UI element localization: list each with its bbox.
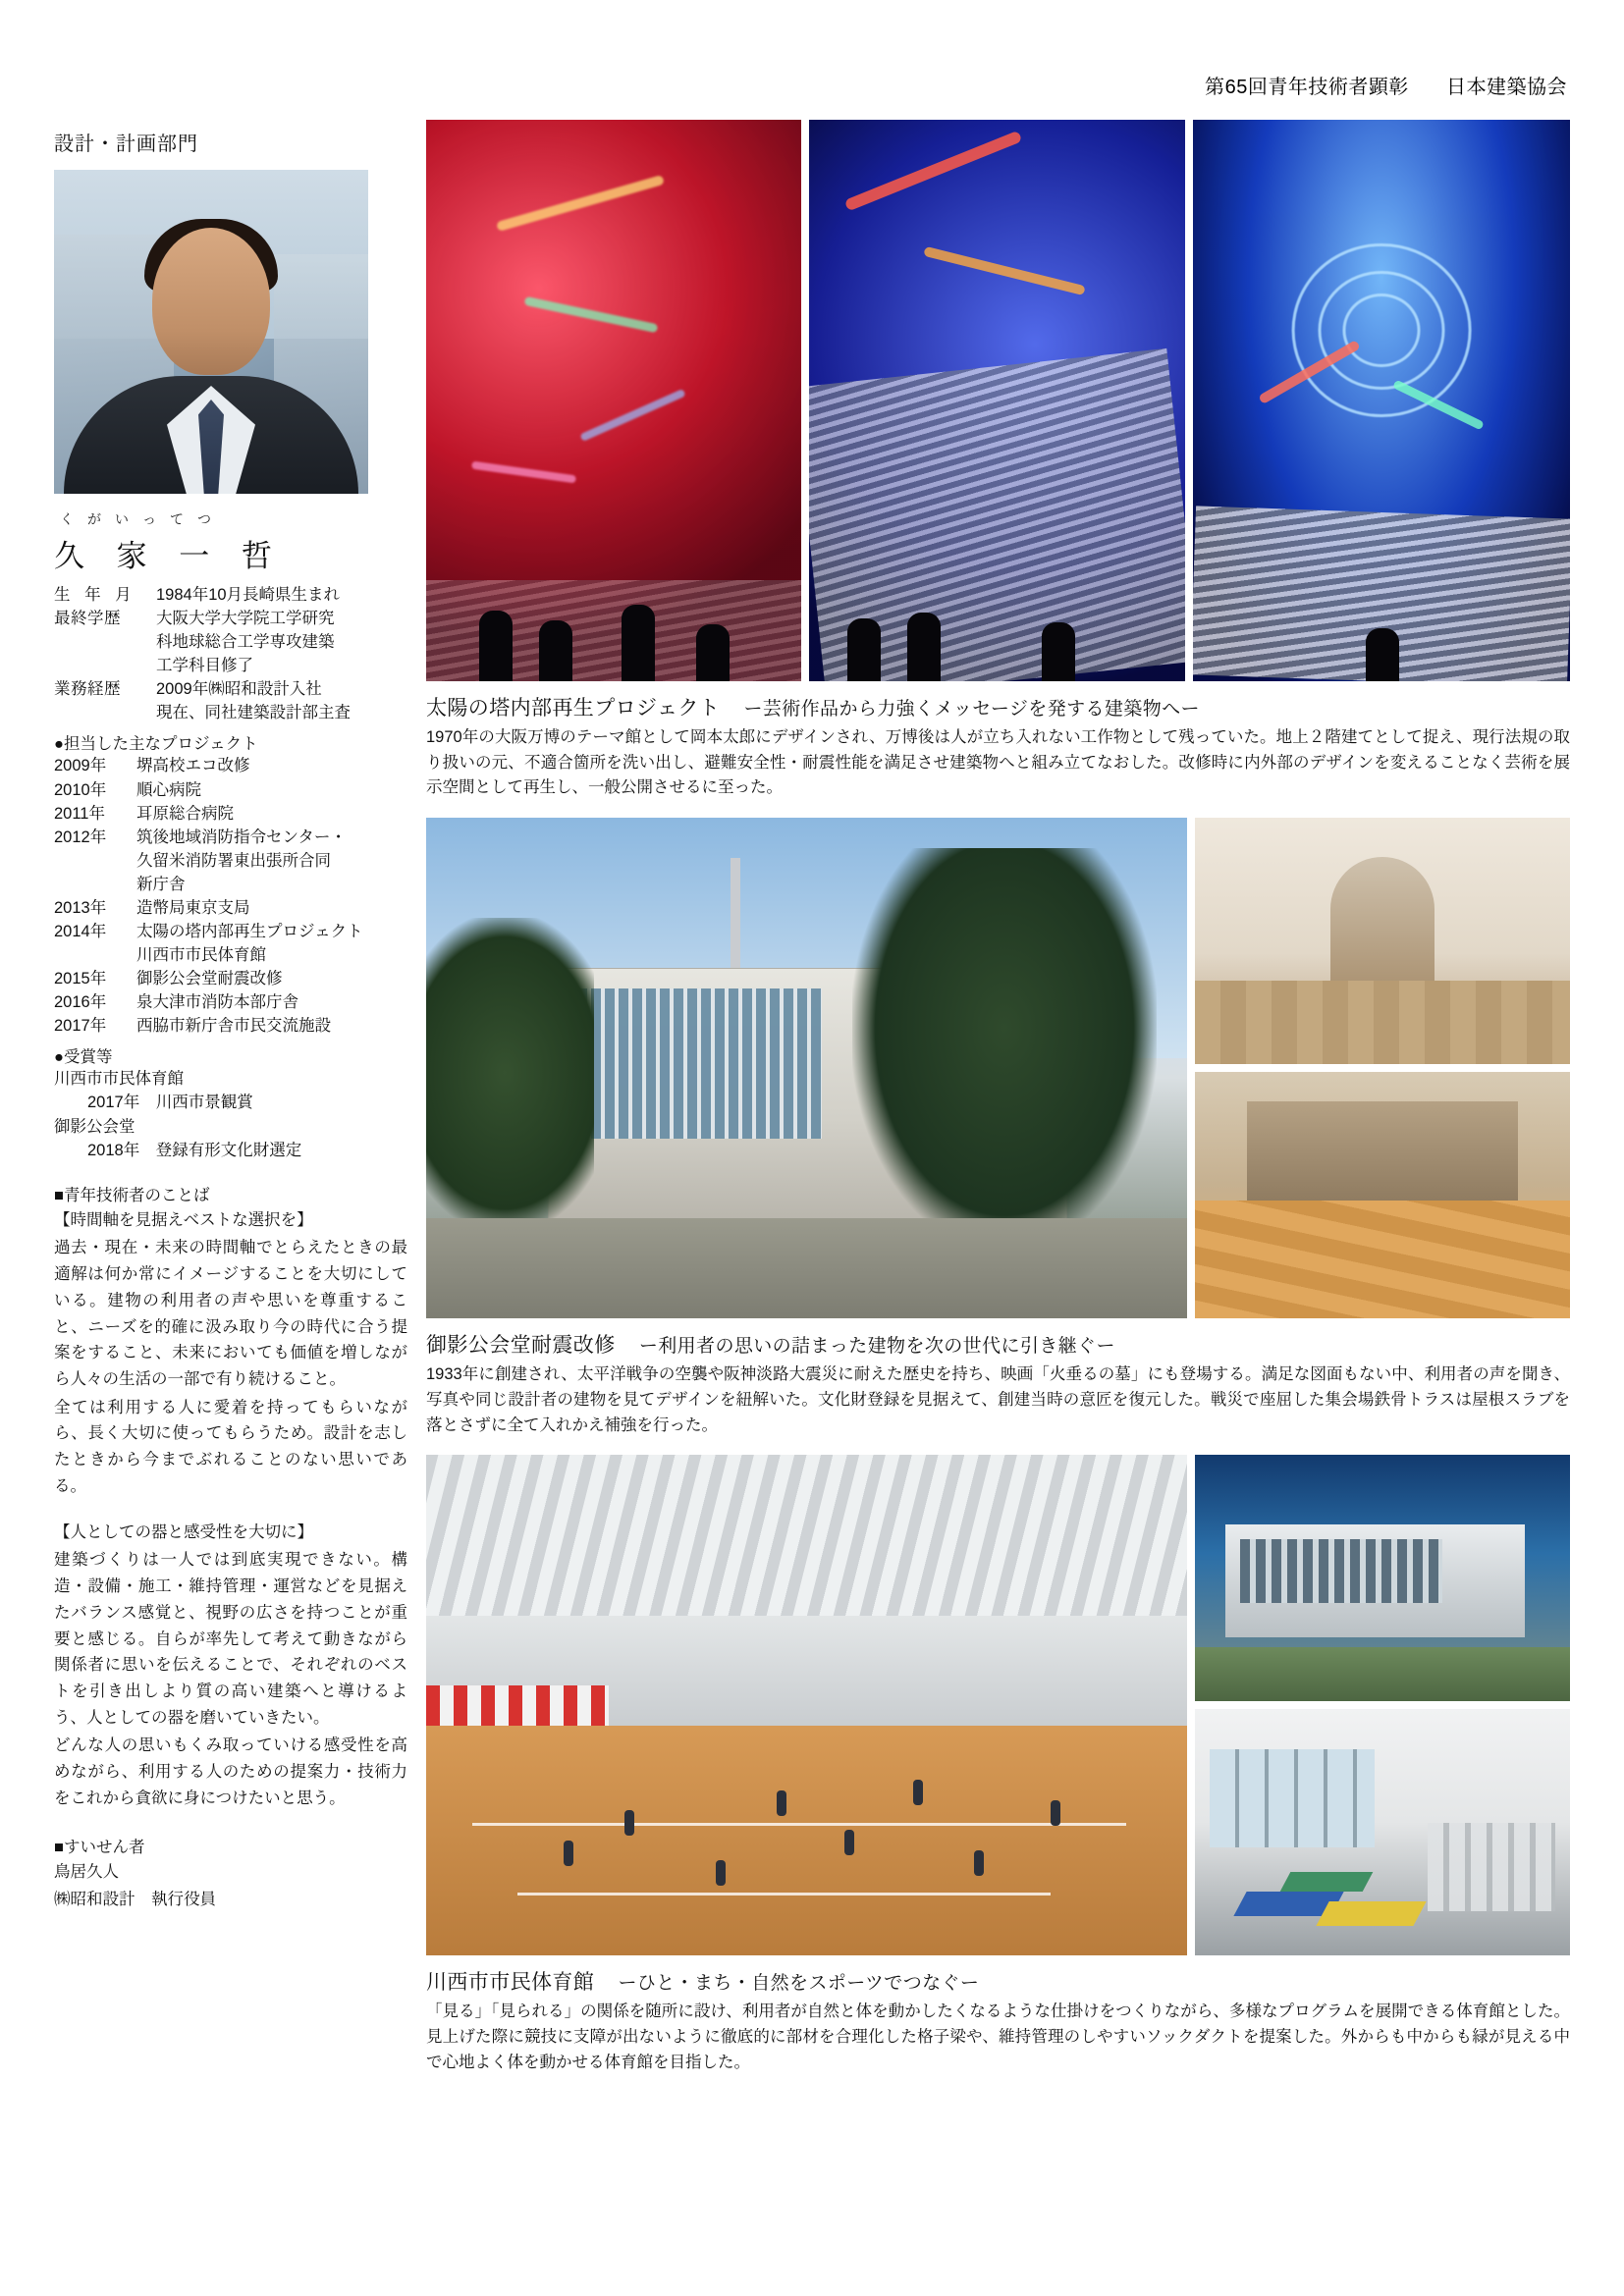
- profile-row: [54, 677, 407, 701]
- profile-row: [54, 607, 407, 630]
- photo-mikage-exterior: [426, 818, 1187, 1318]
- statement-heading: ■青年技術者のことば: [54, 1186, 210, 1204]
- project-title: 造幣局東京支局: [136, 898, 250, 917]
- statement-block-title: 【人としての器と感受性を大切に】: [54, 1522, 313, 1541]
- project-year: 2011年: [54, 804, 105, 823]
- project-photo-row: [426, 1455, 1570, 1955]
- project-title: 太陽の塔内部再生プロジェクト: [426, 697, 721, 720]
- project-title: 堺高校エコ改修: [136, 757, 250, 775]
- project-caption-title: [426, 1329, 1570, 1359]
- photo-taiyo-interior-red: [426, 120, 801, 681]
- photo-gym-arena: [426, 1455, 1187, 1955]
- profile-key: 最終学歴: [54, 610, 121, 628]
- profile-value: 工学科目修了: [156, 657, 253, 675]
- project-subtitle: ー利用者の思いの詰まった建物を次の世代に引き継ぐー: [638, 1336, 1115, 1358]
- project-title: 御影公会堂耐震改修: [426, 1334, 616, 1358]
- photo-mikage-assembly-hall: [1195, 1072, 1570, 1318]
- person-name: 久 家 一 哲: [54, 539, 284, 573]
- name-ruby: くがいってつ: [60, 511, 225, 527]
- project-caption-title: [426, 1966, 1570, 1996]
- project-subtitle: ー芸術作品から力強くメッセージを発する建築物へー: [743, 699, 1200, 720]
- profile-key: 生 年 月: [54, 586, 136, 604]
- project-year: 2016年: [54, 993, 107, 1012]
- photo-taiyo-escalator-blue: [809, 120, 1184, 681]
- project-title: 耳原総合病院: [136, 804, 234, 823]
- profile-row: [54, 583, 407, 607]
- statement-block-title: 【時間軸を見据えベストな選択を】: [54, 1210, 313, 1229]
- recommender-title: ㈱昭和設計 執行役員: [54, 1891, 216, 1909]
- statement-paragraph: どんな人の思いもくみ取っていける感受性を高めながら、利用する人のための提案力・技術力をこれから貪欲に身につけたいと思う。: [54, 1736, 407, 1807]
- projects-column: [426, 120, 1570, 2076]
- project-subline: 川西市市民体育館: [136, 946, 266, 965]
- award-title: 御影公会堂: [54, 1117, 135, 1136]
- photo-gym-training-room: [1195, 1709, 1570, 1955]
- profile-column: [54, 128, 407, 1913]
- project-item: [54, 754, 407, 777]
- profile-value: 2009年㈱昭和設計入社: [156, 680, 322, 699]
- project-item: [54, 778, 407, 802]
- project-description: 「見る」「見られる」の関係を随所に設け、利用者が自然と体を動かしたくなるような仕掛けをつくりながら、多様なプログラムを展開できる体育館とした。見上げた際に競技に支障が出ないように徹底的に部材を合理化した格子梁や、維持管理のしやすいソックダクトを提案した。外からも中からも緑が見える中で心地よく体を動かせる体育館を目指した。: [426, 2002, 1570, 2071]
- project-year: 2014年: [54, 923, 107, 941]
- statement-paragraph: 過去・現在・未来の時間軸でとらえたときの最適解は何か常にイメージすることを大切にしている。建物の利用者の声や思いを尊重すること、ニーズを的確に汲み取り今の時代に合う提案をすること、未来においても価値を増しながら人々の生活の一部で有り続けること。: [54, 1239, 407, 1389]
- document-header: [1205, 71, 1567, 99]
- project-year: 2009年: [54, 757, 107, 775]
- profile-value: 大阪大学大学院工学研究: [156, 610, 335, 628]
- project-title: 泉大津市消防本部庁舎: [136, 993, 298, 1012]
- project-title: 太陽の塔内部再生プロジェクト: [136, 923, 363, 941]
- recommender-heading: ■すいせん者: [54, 1838, 145, 1856]
- project-item: [54, 920, 407, 943]
- project-title: 川西市市民体育館: [426, 1971, 595, 1995]
- project-title: 順心病院: [136, 780, 201, 799]
- projects-list: [54, 754, 407, 1038]
- project-item: [54, 990, 407, 1014]
- award-detail: 2017年 川西市景観賞: [87, 1094, 253, 1112]
- award-title: 川西市市民体育館: [54, 1070, 184, 1089]
- project-subtitle: ーひと・まち・自然をスポーツでつなぐー: [618, 1973, 980, 1995]
- award-detail: 2018年 登録有形文化財選定: [87, 1141, 302, 1159]
- project-year: 2012年: [54, 828, 107, 846]
- project-photo-stack: [1195, 818, 1570, 1318]
- profile-value: 1984年10月長崎県生まれ: [156, 586, 341, 604]
- project-year: 2010年: [54, 780, 107, 799]
- project-subline: 久留米消防署東出張所合同: [136, 851, 331, 870]
- project-item: [54, 802, 407, 826]
- organization-name: 日本建築協会: [1446, 77, 1567, 98]
- project-subline: 新庁舎: [136, 875, 186, 893]
- projects-heading: ●担当した主なプロジェクト: [54, 735, 258, 754]
- section-label: 設計・計画部門: [54, 133, 198, 155]
- project-year: 2013年: [54, 898, 107, 917]
- project-title: 筑後地域消防指令センター・: [136, 828, 347, 846]
- profile-key: 業務経歴: [54, 680, 121, 699]
- award-name: 第65回青年技術者顕彰: [1205, 77, 1409, 98]
- statement-paragraph: 全ては利用する人に愛着を持ってもらいながら、長く大切に使ってもらうため。設計を志したときから今までぶれることのない思いである。: [54, 1398, 407, 1495]
- project-item: [54, 896, 407, 920]
- profile-value: 科地球総合工学専攻建築: [156, 633, 335, 652]
- profile-table: [54, 583, 407, 724]
- project-photo-stack: [1195, 1455, 1570, 1955]
- project-year: 2015年: [54, 970, 107, 988]
- project-item: [54, 1014, 407, 1038]
- project-description: 1933年に創建され、太平洋戦争の空襲や阪神淡路大震災に耐えた歴史を持ち、映画「火垂るの墓」にも登場する。満足な図面もない中、利用者の声を聞き、写真や同じ設計者の建物を見てデザインを紐解いた。文化財登録を見据えて、創建当時の意匠を復元した。戦災で座屈した集会場鉄骨トラスは屋根スラブを落とさずに全て入れかえ補強を行った。: [426, 1365, 1570, 1434]
- project-caption-title: [426, 692, 1570, 721]
- recommender-name: 鳥居久人: [54, 1862, 119, 1881]
- project-title: 西脇市新庁舎市民交流施設: [136, 1017, 331, 1036]
- portrait-photo: [54, 170, 368, 494]
- project-photo-row: [426, 120, 1570, 681]
- project-description: 1970年の大阪万博のテーマ館として岡本太郎にデザインされ、万博後は人が立ち入れない工作物として残っていた。地上２階建てとして捉え、現行法規の取り扱いの元、不適合箇所を洗い出し、避難安全性・耐震性能を満足させ建築物へと組み立てなおした。改修時に内外部のデザインを変えることなく芸術を展示空間として再生し、一般公開させるに至った。: [426, 728, 1571, 797]
- photo-gym-exterior: [1195, 1455, 1570, 1701]
- project-item: [54, 967, 407, 990]
- project-item: [54, 826, 407, 849]
- project-title: 御影公会堂耐震改修: [136, 970, 283, 988]
- photo-taiyo-dome-blue: [1193, 120, 1570, 681]
- project-photo-row: [426, 818, 1570, 1318]
- profile-value: 現在、同社建築設計部主査: [156, 704, 351, 722]
- awards-list: [54, 1067, 407, 1161]
- awards-heading: ●受賞等: [54, 1048, 113, 1067]
- project-year: 2017年: [54, 1017, 107, 1036]
- statement-paragraph: 建築づくりは一人では到底実現できない。構造・設備・施工・維持管理・運営などを見据えたバランス感覚と、視野の広さを持つことが重要と感じる。自らが率先して考えて動きながら関係者に思いを伝えることで、それぞれのベストを引き出しより質の高い建築へと導けるよう、人としての器を磨いていきたい。: [54, 1551, 407, 1727]
- photo-mikage-entrance-hall: [1195, 818, 1570, 1064]
